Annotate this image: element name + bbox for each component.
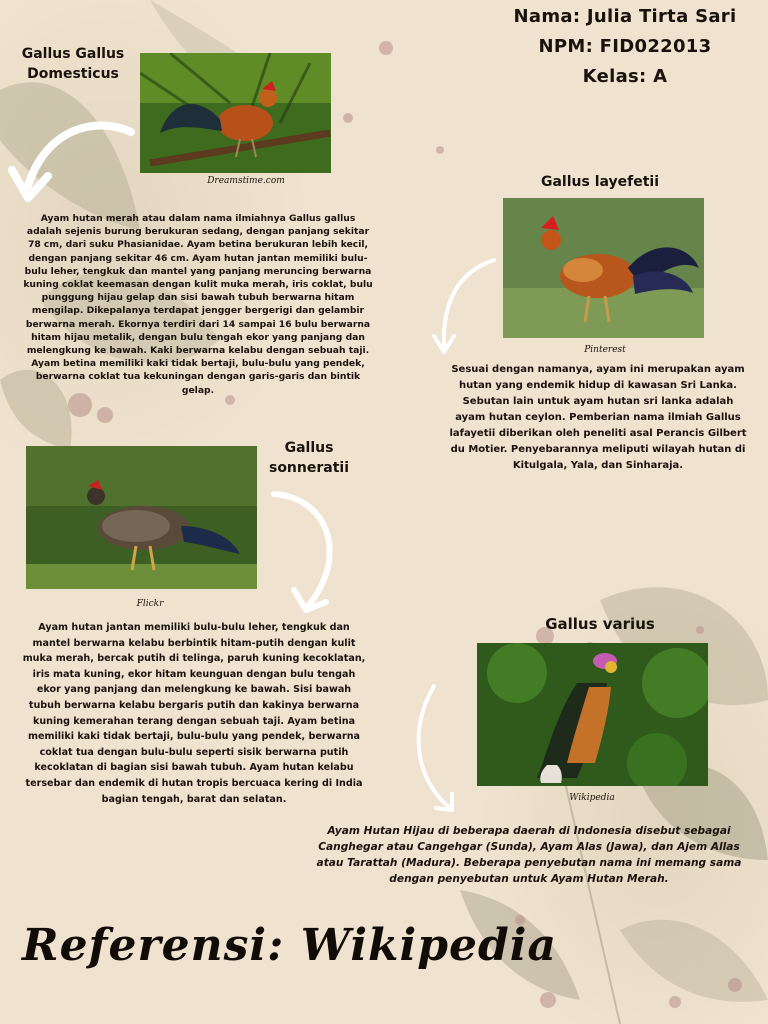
varius-title: Gallus varius	[545, 615, 655, 633]
lafayetii-text: Sesuai dengan namanya, ayam ini merupakan ayam hutan yang endemik hidup di kawasan Sri Lanka. Sebutan lain untuk ayam hutan sri lanka adalah ayam hutan ceylon. Pemberian nama ilmiah Gallus lafayetii diberikan oleh peneliti asal Perancis Gilbert du Motier. Penyebarannya meliputi wilayah hutan di Kitulgala, Yala, dan Sinharaja.	[449, 364, 747, 471]
lafayetii-credit: Pinterest	[584, 345, 626, 355]
sonneratii-title-line1: Gallus	[284, 440, 334, 456]
sonneratii-title-line2: sonneratii	[268, 460, 350, 476]
curved-arrow-icon	[270, 488, 350, 618]
curved-arrow-icon	[406, 680, 466, 820]
domesticus-title-line1: Gallus Gallus	[21, 46, 125, 62]
sonneratii-title	[254, 438, 364, 478]
varius-photo	[477, 643, 708, 786]
student-npm: NPM: FID022013	[538, 36, 712, 57]
sonneratii-photo	[26, 446, 257, 589]
sonneratii-credit: Flickr	[136, 599, 164, 609]
domesticus-text: Ayam hutan merah atau dalam nama ilmiahnya Gallus gallus adalah sejenis burung berukuran sedang, dengan panjang sekitar 78 cm, dari suku Phasianidae. Ayam betina berukuran lebih kecil, dengan panjang sekitar 46 cm. Ayam hutan jantan memiliki bulu-bulu leher, tengkuk dan mantel yang panjang meruncing berwarna kuning coklat keemasan dengan kulit muka merah, iris coklat, bulu punggung hijau gelap dan sisi bawah tubuh berwarna hitam mengilap. Dikepalanya terdapat jengger bergerigi dan gelambir berwarna merah. Ekornya terdiri dari 14 sampai 16 bulu berwarna hitam hijau metalik, dengan bulu tengah ekor yang panjang dan melengkung ke bawah. Kaki berwarna kelabu dengan sebuah taji. Ayam betina memiliki kaki tidak bertaji, bulu-bulu yang pendek, berwarna coklat tua kekuningan dengan garis-garis dan bintik gelap.	[23, 213, 373, 396]
domesticus-title-line2: Domesticus	[27, 66, 119, 82]
curved-arrow-icon	[428, 252, 498, 362]
varius-credit: Wikipedia	[569, 793, 615, 803]
domesticus-credit: Dreamstime.com	[207, 176, 285, 186]
domesticus-photo	[140, 53, 331, 173]
sonneratii-text: Ayam hutan jantan memiliki bulu-bulu leher, tengkuk dan mantel berwarna kelabu berbintik hitam-putih dengan kulit muka merah, bercak putih di telinga, paruh kuning kecoklatan, iris mata kuning, ekor hitam keunguan dengan bulu tengah ekor yang panjang dan melengkung ke bawah. Sisi bawah tubuh berwarna kelabu bergaris putih dan kakinya berwarna kuning kemerahan terang dengan sebuah taji. Ayam betina memiliki kaki tidak bertaji, bulu-bulu yang pendek, berwarna coklat tua dengan bulu-bulu seperti sisik berwarna putih kecoklatan di bagian sisi bawah tubuh. Ayam hutan kelabu tersebar dan endemik di hutan tropis bercuaca kering di India bagian tengah, barat dan selatan.	[22, 622, 366, 805]
student-class: Kelas: A	[582, 66, 668, 87]
lafayetii-title: Gallus layefetii	[540, 174, 660, 190]
student-name: Nama: Julia Tirta Sari	[513, 6, 737, 27]
reference-footer: Referensi: Wikipedia	[22, 920, 558, 971]
varius-text: Ayam Hutan Hijau di beberapa daerah di Indonesia disebut sebagai Canghegar atau Cangehgar (Sunda), Ayam Alas (Jawa), dan Ajem Allas atau Tarattah (Madura). Beberapa penyebutan nama ini memang sama dengan penyebutan untuk Ayam Hutan Merah.	[316, 825, 742, 885]
curved-arrow-icon	[6, 118, 136, 208]
lafayetii-photo	[503, 198, 704, 338]
domesticus-title	[8, 44, 138, 84]
